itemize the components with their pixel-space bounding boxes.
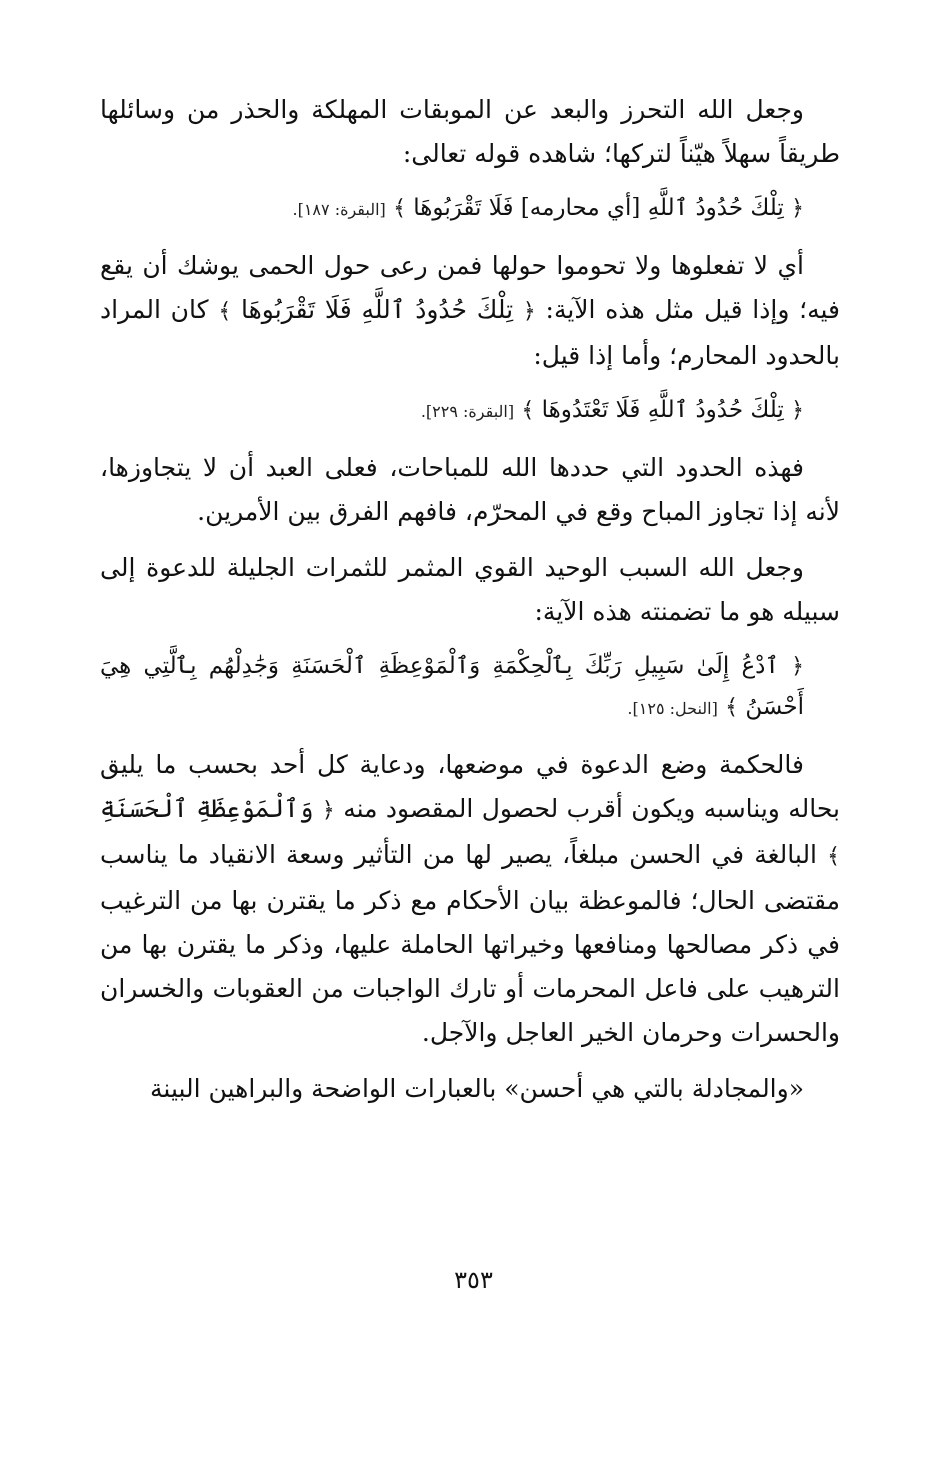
ornate-bracket-open: ﴿ bbox=[791, 654, 804, 679]
paragraph-5-text-a: فالحكمة وضع الدعوة في موضعها، ودعاية كل أحد بحسب ما يليق بحاله ويناسبه ويكون أقرب لحصول المقصود منه bbox=[100, 750, 840, 823]
paragraph-6 bbox=[100, 1067, 840, 1111]
ornate-bracket-open: ﴿ bbox=[791, 196, 804, 221]
paragraph-4-text: وجعل الله السبب الوحيد القوي المثمر للثمرات الجليلة للدعوة إلى سبيله هو ما تضمنته هذه الآية: bbox=[100, 553, 840, 626]
paragraph-6-text: «والمجادلة بالتي هي أحسن» بالعبارات الواضحة والبراهين البينة bbox=[150, 1074, 804, 1103]
ornate-bracket-open: ﴿ bbox=[522, 299, 536, 324]
paragraph-1-text: وجعل الله التحرز والبعد عن الموبقات المهلكة والحذر من وسائلها طريقاً سهلاً هيّناً لتركها؛ شاهده قوله تعالى: bbox=[100, 95, 840, 168]
verse-reference: [النحل: ١٢٥]. bbox=[627, 699, 718, 718]
page-number: ٣٥٣ bbox=[454, 1266, 493, 1294]
quran-quote-2 bbox=[100, 390, 840, 432]
paragraph-5-text-b: البالغة في الحسن مبلغاً، يصير لها من التأثير وسعة الانقياد ما يناسب مقتضى الحال؛ فالموعظة بيان الأحكام مع ذكر ما يقترن بها من الترغيب في ذكر مصالحها ومنافعها وخيراتها الحاملة عليها، وذكر ما يقترن بها من الترهيب على فاعل المحرمات أو تارك الواجبات من العقوبات والخسران والحسرات وحرمان الخير العاجل والآجل. bbox=[100, 840, 840, 1047]
verse-text: ٱدْعُ إِلَىٰ سَبِيلِ رَبِّكَ بِٱلْحِكْمَةِ وَٱلْمَوْعِظَةِ ٱلْحَسَنَةِ وَجَٰدِلْهُم بِٱلَّتِي هِيَ أَحْسَنُ bbox=[100, 653, 804, 720]
paragraph-2 bbox=[100, 244, 840, 378]
paragraph-1 bbox=[100, 88, 840, 176]
paragraph-3 bbox=[100, 446, 840, 534]
verse-text: وَٱلْمَوْعِظَةِ ٱلْحَسَنَةِ bbox=[100, 794, 314, 823]
paragraph-5 bbox=[100, 743, 840, 1055]
page-body bbox=[100, 88, 840, 1123]
ornate-bracket-open: ﴿ bbox=[321, 798, 335, 823]
paragraph-2-text-a: أي لا تفعلوها ولا تحوموا حولها فمن رعى حول الحمى يوشك أن يقع فيه؛ وإذا قيل مثل هذه الآية: bbox=[100, 251, 841, 324]
verse-reference: [البقرة: ١٨٧]. bbox=[292, 200, 386, 219]
paragraph-2-text-b: كان المراد بالحدود المحارم؛ وأما إذا قيل: bbox=[100, 295, 840, 370]
quran-quote-3 bbox=[100, 646, 840, 729]
ornate-bracket-close: ﴾ bbox=[218, 299, 232, 324]
verse-text: تِلْكَ حُدُودُ ٱللَّهِ فَلَا تَعْتَدُوهَا bbox=[541, 397, 784, 423]
verse-text: تِلْكَ حُدُودُ ٱللَّهِ فَلَا تَقْرَبُوهَا bbox=[241, 295, 514, 324]
verse-note: [أي محارمه] bbox=[520, 195, 641, 221]
paragraph-3-text: فهذه الحدود التي حددها الله للمباحات، فعلى العبد أن لا يتجاوزها، لأنه إذا تجاوز المباح وقع في المحرّم، فافهم الفرق بين الأمرين. bbox=[100, 453, 840, 526]
quran-quote-1 bbox=[100, 188, 840, 230]
verse-text: تِلْكَ حُدُودُ ٱللَّهِ bbox=[647, 195, 784, 221]
ornate-bracket-close: ﴾ bbox=[393, 196, 406, 221]
ornate-bracket-close: ﴾ bbox=[725, 695, 739, 720]
verse-text: فَلَا تَقْرَبُوهَا bbox=[413, 195, 514, 221]
ornate-bracket-close: ﴾ bbox=[521, 398, 535, 423]
verse-reference: [البقرة: ٢٢٩]. bbox=[420, 402, 515, 421]
paragraph-4 bbox=[100, 546, 840, 634]
ornate-bracket-open: ﴿ bbox=[791, 398, 804, 423]
ornate-bracket-close: ﴾ bbox=[827, 844, 841, 869]
